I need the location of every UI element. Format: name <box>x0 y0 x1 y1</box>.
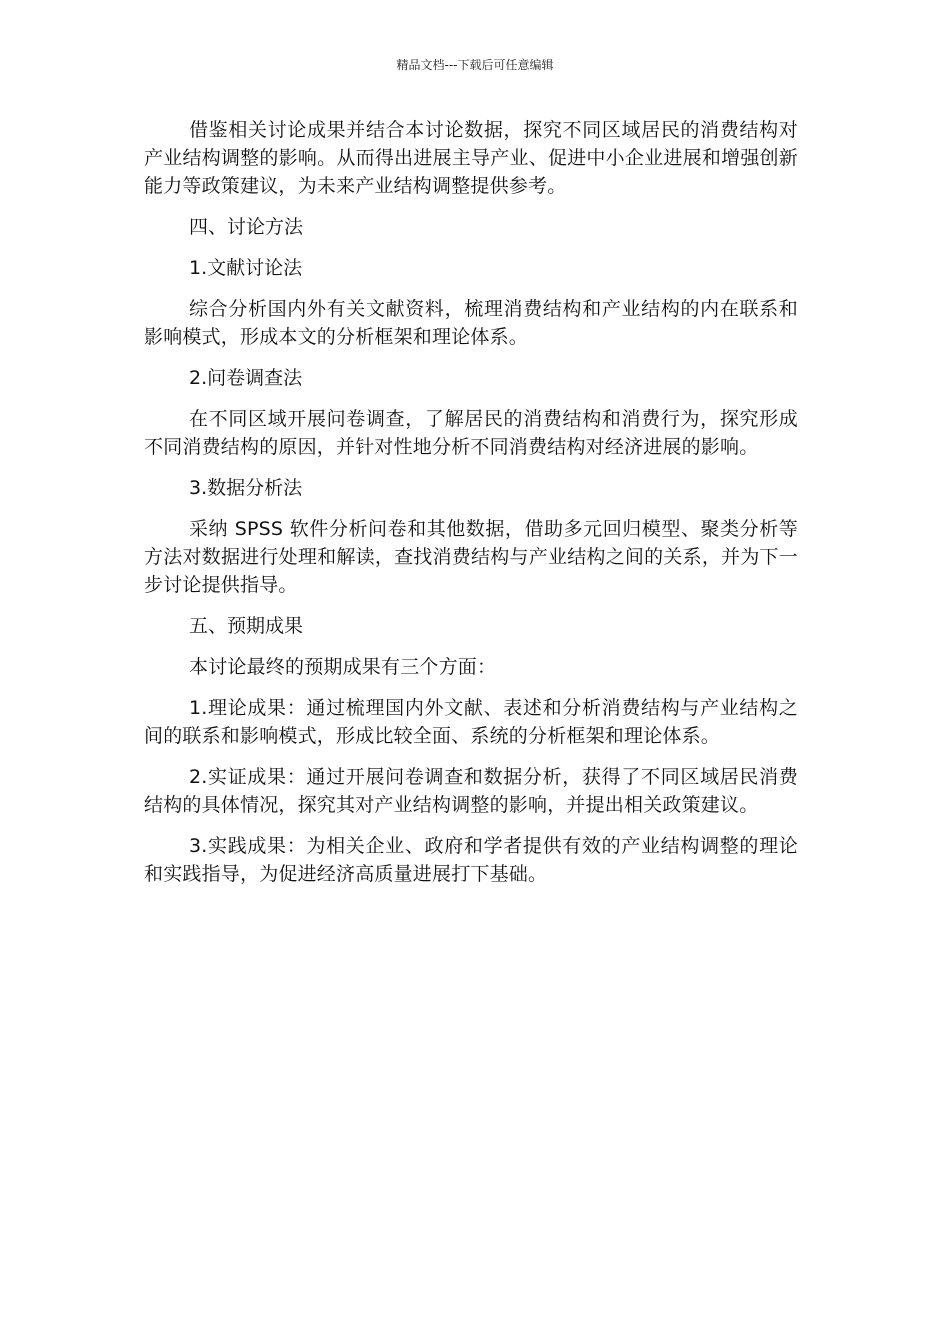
method-survey-text: 在不同区域开展问卷调查，了解居民的消费结构和消费行为，探究形成不同消费结构的原因，并针对性地分析不同消费结构对经济进展的影响。 <box>144 408 798 458</box>
document-body <box>144 116 798 901</box>
section-heading-methods: 四、讨论方法 <box>189 216 304 238</box>
page-header: 精品文档---下载后可任意编辑 <box>396 58 554 72</box>
outcome-practical: 3.实践成果：为相关企业、政府和学者提供有效的产业结构调整的理论和实践指导，为促进经济高质量进展打下基础。 <box>144 835 798 885</box>
outcome-theoretical: 1.理论成果：通过梳理国内外文献、表述和分析消费结构与产业结构之间的联系和影响模式，形成比较全面、系统的分析框架和理论体系。 <box>144 697 798 747</box>
outcomes-intro: 本讨论最终的预期成果有三个方面： <box>189 656 497 678</box>
section-heading-outcomes: 五、预期成果 <box>189 615 304 637</box>
method-literature-title: 1.文献讨论法 <box>189 257 303 279</box>
method-literature-text: 综合分析国内外有关文献资料，梳理消费结构和产业结构的内在联系和影响模式，形成本文的分析框架和理论体系。 <box>144 298 798 348</box>
method-data-analysis-title: 3.数据分析法 <box>189 477 303 499</box>
outcome-empirical: 2.实证成果：通过开展问卷调查和数据分析，获得了不同区域居民消费结构的具体情况，探究其对产业结构调整的影响，并提出相关政策建议。 <box>144 766 798 816</box>
paragraph-research-content: 借鉴相关讨论成果并结合本讨论数据，探究不同区域居民的消费结构对产业结构调整的影响。从而得出进展主导产业、促进中小企业进展和增强创新能力等政策建议，为未来产业结构调整提供参考。 <box>144 119 798 197</box>
method-survey-title: 2.问卷调查法 <box>189 367 303 389</box>
method-data-analysis-text: 采纳 SPSS 软件分析问卷和其他数据，借助多元回归模型、聚类分析等方法对数据进行处理和解读，查找消费结构与产业结构之间的关系，并为下一步讨论提供指导。 <box>144 518 798 596</box>
